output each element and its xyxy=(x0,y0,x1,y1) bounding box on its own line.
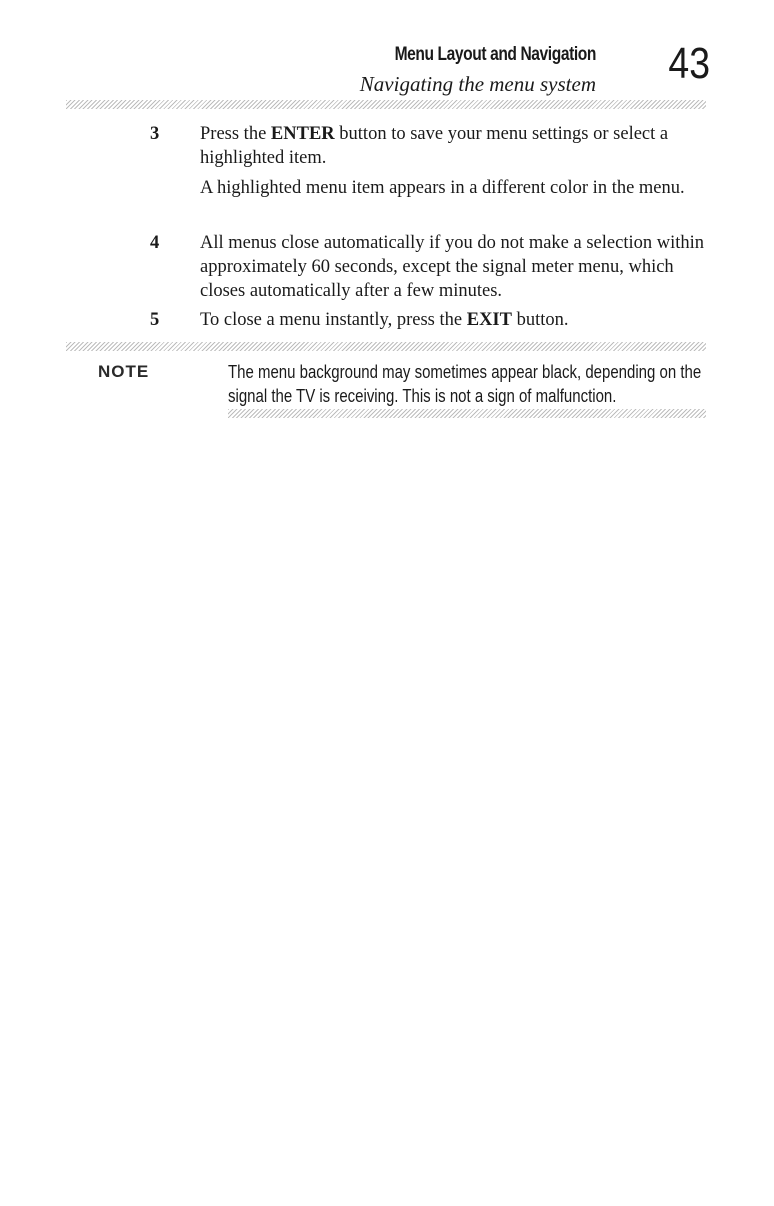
top-divider xyxy=(66,100,706,109)
note-top-divider xyxy=(66,342,706,351)
step-text-end: button. xyxy=(511,310,569,330)
step-text xyxy=(200,308,706,332)
step-text xyxy=(200,122,706,170)
page-number: 43 xyxy=(668,39,710,88)
header-title: Menu Layout and Navigation xyxy=(394,44,596,65)
header-subtitle: Navigating the menu system xyxy=(359,72,596,96)
step-text-start: Press the xyxy=(200,124,271,144)
step-number: 4 xyxy=(150,233,160,253)
step-number: 5 xyxy=(150,310,160,330)
note-label: NOTE xyxy=(98,362,150,381)
step-text-start: To close a menu instantly, press the xyxy=(200,310,467,330)
step-text-end: button to save your menu settings or select a highlighted item. xyxy=(200,124,669,168)
step-detail-text: A highlighted menu item appears in a different color in the menu. xyxy=(200,178,685,198)
step-text: All menus close automatically if you do not make a selection within approximately 60 seconds, except the signal meter menu, which closes automatically after a few minutes. xyxy=(200,233,705,301)
enter-button-name: ENTER xyxy=(270,124,335,144)
exit-button-name: EXIT xyxy=(466,310,512,330)
note-text: The menu background may sometimes appear black, depending on the signal the TV is receiving. This is not a sign of malfunction. xyxy=(228,361,702,406)
note-bottom-divider xyxy=(228,409,706,418)
step-number: 3 xyxy=(150,124,160,144)
